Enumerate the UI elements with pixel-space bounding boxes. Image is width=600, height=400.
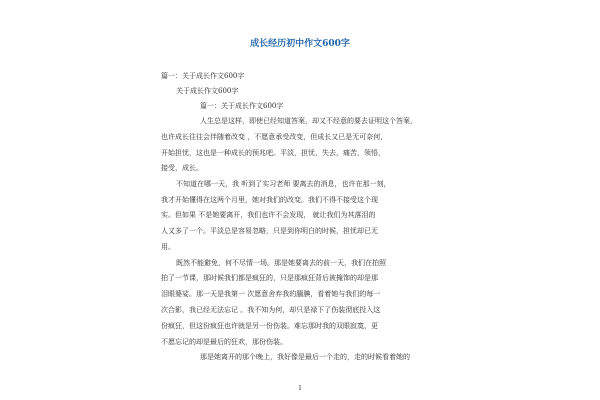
paragraph-line: 次合影，我已经无法忘记 。我不知为何，却只是禄下了伤装彻底投入这 (161, 306, 381, 314)
paragraph-line: 泪眼婆娑。那一天是我第一 次愿意舍弃我的腼腆，看着她与我们的每一 (161, 290, 381, 298)
section-heading-repeat: 篇一：关于成长作文600字 (200, 102, 284, 110)
paragraph-line: 不知道在哪一天，我 听到了实习老师 要离去的消息，也许在那一刻， (176, 180, 391, 188)
sub-heading: 关于成长作文600字 (176, 87, 239, 95)
paragraph-line: 人又多了一个。平淡总是容易忽略，只是到你明白的时候，担忧却已无 (161, 227, 378, 235)
section-heading: 篇一：关于成长作文600字 (161, 72, 245, 80)
paragraph-line: 开始担忧，这也是一种成长的预兆吧。平淡，担忧，失去，痛苦，领悟， (161, 149, 385, 157)
paragraph-line: 既然不能避免，何不尽情一场。那是她要离去的前一天，我们在拍照 (176, 259, 386, 267)
page-number: 1 (298, 385, 302, 392)
paragraph-line: 那是她离开的那个晚上，我好像是最后一个走的，走的时候看着她的 (200, 353, 410, 361)
document-title: 成长经历初中作文600字 (250, 39, 350, 49)
paragraph-line: 接受，成长。 (161, 164, 203, 172)
paragraph-line: 不愿忘记的却是最后的狂欢，那份伤装。 (161, 338, 287, 346)
paragraph-line: 人生总是这样，即使已经知道答案，却又不经意的要去证明这个答案， (200, 117, 417, 125)
paragraph-line: 用。 (161, 243, 175, 251)
paragraph-line: 拍了一节课，那时候我们都是疯狂的，只是那疯狂背后被掩饰的却是那 (161, 274, 378, 282)
paragraph-line: 份疯狂，但这份疯狂也许就是另一份伤装。难忘那时我的双眼寂寞，更 (161, 322, 378, 330)
paragraph-line: 也许成长往往会伴随着改变 ，不愿意承受改变，但成长又已是无可奈何， (161, 133, 388, 141)
paragraph-line: 实。但如果 不是她要离开，我们也许不会发现， 就让我们为其落泪的 (161, 211, 376, 219)
paragraph-line: 我才开始懂得在这两个月里，她对我们的改变。我们不得不接受这个现 (161, 196, 378, 204)
